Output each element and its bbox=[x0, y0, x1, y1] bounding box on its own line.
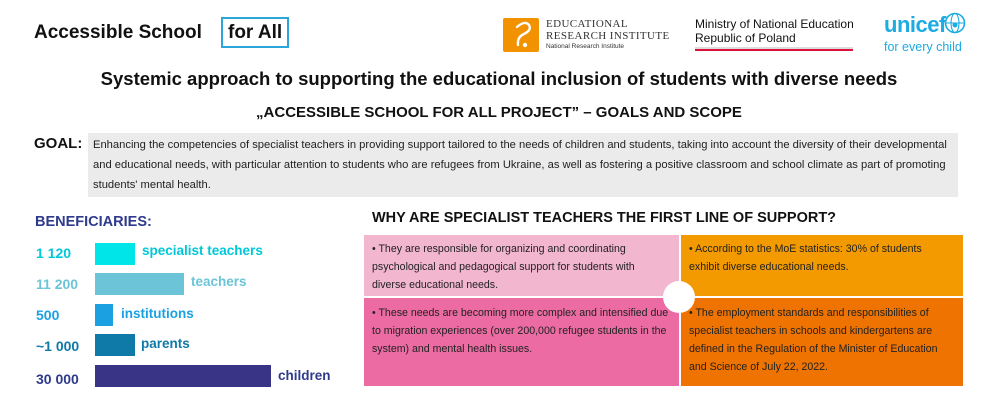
reason-panel-complexity: • These needs are becoming more complex and intensified due to migration experiences (over 200,000 refugee students in the system) and mental health issues. bbox=[364, 298, 679, 386]
ministry-name-line1: Ministry of National Education bbox=[695, 17, 854, 31]
beneficiary-bar bbox=[95, 273, 184, 295]
goal-text: Enhancing the competencies of specialist teachers in providing support tailored to the needs of children and students, taking into account the diversity of their developmental and educational needs, with particular attention to students who are refugees from Ukraine, as well as fostering a positive classroom and school climate as part of promoting students' mental health. bbox=[93, 139, 947, 191]
beneficiaries-title: BENEFICIARIES: bbox=[35, 214, 152, 230]
beneficiary-number: 500 bbox=[36, 307, 60, 323]
beneficiary-number: ~1 000 bbox=[36, 338, 80, 354]
goal-label: GOAL: bbox=[34, 135, 83, 152]
beneficiary-label: institutions bbox=[121, 306, 194, 321]
project-title-boxed: for All bbox=[221, 17, 289, 48]
project-title: Accessible School bbox=[34, 22, 202, 43]
eri-name-line1: EDUCATIONAL bbox=[546, 18, 629, 30]
beneficiary-bar bbox=[95, 334, 135, 356]
main-title: Systemic approach to supporting the educational inclusion of students with diverse needs bbox=[100, 68, 898, 89]
reason-panel-statistics: • According to the MoE statistics: 30% of students exhibit diverse educational needs. bbox=[681, 235, 963, 296]
eri-name-line2: RESEARCH INSTITUTE bbox=[546, 30, 670, 42]
eri-name-line3: National Research Institute bbox=[546, 43, 625, 50]
unicef-globe-icon bbox=[944, 12, 966, 39]
ministry-name-line2: Republic of Poland bbox=[695, 31, 796, 45]
beneficiary-label: parents bbox=[141, 336, 190, 351]
reason-panel-regulation: • The employment standards and responsibilities of specialist teachers in schools and kindergartens are defined in the Regulation of the Minister of Education and Science of July 22, 2022. bbox=[681, 298, 963, 386]
beneficiary-label: specialist teachers bbox=[142, 243, 263, 258]
beneficiary-label: children bbox=[278, 368, 331, 383]
center-circle bbox=[663, 281, 695, 313]
beneficiary-label: teachers bbox=[191, 274, 247, 289]
eri-logo-icon bbox=[503, 18, 539, 52]
why-title: WHY ARE SPECIALIST TEACHERS THE FIRST LINE OF SUPPORT? bbox=[372, 210, 837, 226]
sub-title: „ACCESSIBLE SCHOOL FOR ALL PROJECT” – GOALS AND SCOPE bbox=[256, 104, 742, 121]
beneficiary-number: 11 200 bbox=[36, 276, 79, 292]
beneficiary-bar bbox=[95, 365, 271, 387]
unicef-logo: unicef bbox=[884, 12, 946, 37]
unicef-tagline: for every child bbox=[884, 40, 962, 54]
beneficiary-bar bbox=[95, 304, 113, 326]
beneficiary-number: 1 120 bbox=[36, 245, 72, 261]
beneficiary-number: 30 000 bbox=[36, 371, 79, 387]
reason-panel-responsibility: • They are responsible for organizing and coordinating psychological and pedagogical support for students with diverse educational needs. bbox=[364, 235, 679, 296]
ministry-flag-red bbox=[695, 49, 853, 51]
beneficiary-bar bbox=[95, 243, 135, 265]
